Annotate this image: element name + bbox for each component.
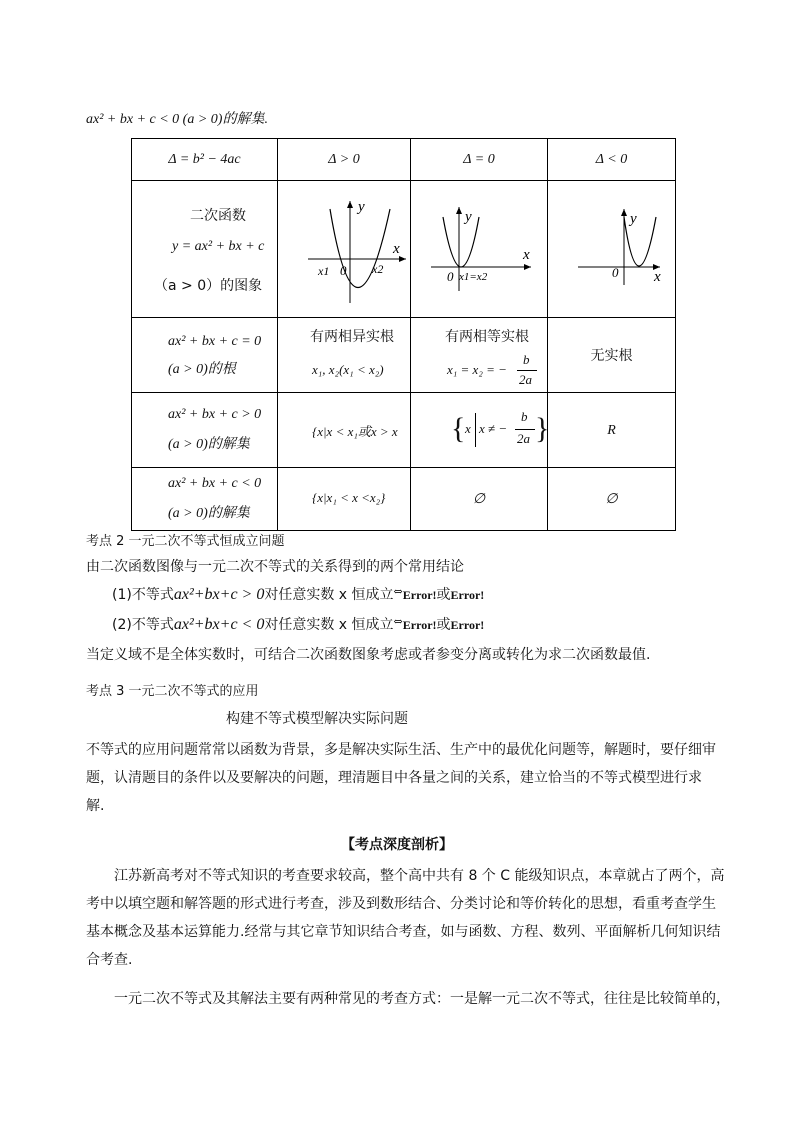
roots-label-line2: (a > 0)的根 bbox=[168, 362, 236, 377]
y-axis-label: y bbox=[630, 211, 637, 227]
analysis-line: 江苏新高考对不等式知识的考查要求较高，整个高中共有 8 个 C 能级知识点，本章就占了两个，高 bbox=[114, 868, 725, 884]
roots-lt-cell bbox=[548, 318, 676, 393]
kd2-line1: 由二次函数图像与一元二次不等式的关系得到的两个常用结论 bbox=[86, 559, 464, 575]
roots-label-cell bbox=[132, 318, 278, 393]
error-field: Error! bbox=[450, 618, 485, 632]
c1-suffix: 对任意实数 x 恒成立 bbox=[264, 587, 394, 603]
pos-label-line2: (a > 0)的解集 bbox=[168, 437, 250, 452]
pos-lt-value: R bbox=[607, 422, 616, 438]
neg-gt-set: {x|x₁ < x <x₂} bbox=[312, 490, 386, 505]
pos-label-cell bbox=[132, 393, 278, 468]
equiv-arrow: ⇔ bbox=[393, 585, 403, 598]
graph-label-cell bbox=[132, 181, 278, 318]
c1-prefix: (1)不等式 bbox=[112, 587, 174, 603]
roots-gt-cell bbox=[278, 318, 411, 393]
origin-label: 0 bbox=[612, 265, 619, 280]
x-axis-label: x bbox=[393, 241, 400, 257]
roots-gt-math: x₁, x₂(x₁ < x₂) bbox=[312, 362, 384, 377]
analysis-paragraph-2: 一元二次不等式及其解法主要有两种常见的考查方式：一是解一元二次不等式，往往是比较简单的， bbox=[114, 991, 730, 1007]
header-delta: Δ = b² − 4ac bbox=[168, 152, 241, 167]
kd3-para-line: 题，认清题目的条件以及要解决的问题，理清题目中各量之间的关系，建立恰当的不等式模型进行求 bbox=[86, 770, 702, 786]
x1-eq-x2-label: x1=x2 bbox=[459, 271, 488, 283]
left-brace: { bbox=[451, 412, 466, 445]
analysis-line: 基本概念及基本运算能力.经常与其它章节知识结合考查，如与函数、方程、数列、平面解析几何知识结 bbox=[86, 924, 721, 940]
kd2-title: 考点 2 一元二次不等式恒成立问题 bbox=[86, 534, 285, 549]
header-lt: Δ < 0 bbox=[595, 152, 628, 167]
x2-label: x2 bbox=[372, 262, 384, 276]
parabola-no-root-graph bbox=[548, 181, 675, 313]
frac-numerator: b bbox=[521, 409, 528, 424]
set-condition: x ≠ − bbox=[479, 421, 508, 436]
roots-eq-text: 有两相等实根 bbox=[445, 329, 529, 345]
error-field: Error! bbox=[402, 618, 437, 632]
neg-label-line2: (a > 0)的解集 bbox=[168, 506, 250, 521]
graph-label-line1: 二次函数 bbox=[190, 208, 246, 224]
kd2-conclusion-1 bbox=[112, 584, 484, 604]
empty-set: ∅ bbox=[472, 491, 486, 507]
set-var: x bbox=[465, 421, 471, 436]
neg-lt-cell bbox=[548, 468, 676, 531]
kd3-para-line: 解. bbox=[86, 798, 105, 814]
set-bar bbox=[475, 413, 476, 447]
analysis-line: 合考查. bbox=[86, 952, 133, 968]
header-cell bbox=[132, 139, 278, 181]
or-text: 或 bbox=[436, 617, 451, 633]
analysis-line: 考中以填空题和解答题的形式进行考查，涉及到数形结合、分类讨论和等价转化的思想，看重考查学生 bbox=[86, 896, 716, 912]
header-cell bbox=[278, 139, 411, 181]
origin-label: 0 bbox=[340, 263, 347, 278]
header-cell bbox=[411, 139, 548, 181]
pos-gt-cell bbox=[278, 393, 411, 468]
origin-label: 0 bbox=[447, 269, 454, 284]
parabola-double-root-graph bbox=[411, 181, 547, 313]
header-cell bbox=[548, 139, 676, 181]
frac-bar bbox=[515, 429, 535, 430]
x-axis-label: x bbox=[654, 269, 661, 285]
graph-cell-eq bbox=[411, 181, 548, 318]
y-axis-label: y bbox=[465, 209, 472, 225]
pos-lt-cell bbox=[548, 393, 676, 468]
error-field: Error! bbox=[402, 588, 437, 602]
empty-set: ∅ bbox=[605, 491, 618, 507]
header-gt: Δ > 0 bbox=[328, 152, 360, 167]
roots-label-line1: ax² + bx + c = 0 bbox=[168, 334, 262, 349]
neg-gt-cell bbox=[278, 468, 411, 531]
frac-denominator: 2a bbox=[519, 372, 532, 387]
pos-label-line1: ax² + bx + c > 0 bbox=[168, 407, 262, 422]
graph-cell-lt bbox=[548, 181, 676, 318]
frac-bar bbox=[517, 370, 537, 371]
frac-numerator: b bbox=[523, 352, 530, 367]
roots-lt-text: 无实根 bbox=[590, 348, 633, 364]
pos-eq-cell bbox=[411, 393, 548, 468]
kd2-line2: 当定义域不是全体实数时，可结合二次函数图象考虑或者参变分离或转化为求二次函数最值. bbox=[86, 647, 651, 663]
analysis-heading: 【考点深度剖析】 bbox=[341, 837, 453, 853]
neg-label-line1: ax² + bx + c < 0 bbox=[168, 476, 262, 491]
neg-label-cell bbox=[132, 468, 278, 531]
roots-gt-text: 有两相异实根 bbox=[310, 329, 394, 345]
x1-label: x1 bbox=[318, 264, 330, 278]
c2-prefix: (2)不等式 bbox=[112, 617, 174, 633]
graph-label-line3: （a > 0）的图象 bbox=[154, 278, 263, 294]
c1-math: ax²+bx+c > 0 bbox=[173, 586, 265, 603]
kd3-paragraph bbox=[86, 736, 716, 820]
parabola-two-roots-graph bbox=[278, 181, 410, 313]
c2-suffix: 对任意实数 x 恒成立 bbox=[264, 617, 394, 633]
graph-label-line2: y = ax² + bx + c bbox=[172, 239, 265, 254]
frac-denominator: 2a bbox=[517, 431, 530, 446]
roots-eq-math: x₁ = x₂ = − bbox=[447, 362, 507, 377]
kd3-subtitle: 构建不等式模型解决实际问题 bbox=[226, 711, 408, 727]
neg-eq-cell bbox=[411, 468, 548, 531]
header-eq: Δ = 0 bbox=[463, 152, 495, 167]
error-field: Error! bbox=[450, 588, 485, 602]
equiv-arrow: ⇔ bbox=[393, 615, 403, 628]
or-text: 或 bbox=[436, 587, 451, 603]
c2-math: ax²+bx+c < 0 bbox=[173, 616, 265, 633]
roots-eq-cell bbox=[411, 318, 548, 393]
kd2-conclusion-2 bbox=[112, 614, 484, 634]
right-brace: } bbox=[535, 412, 550, 445]
kd3-title: 考点 3 一元二次不等式的应用 bbox=[86, 684, 259, 699]
intro-line: ax² + bx + c < 0 (a > 0)的解集. bbox=[86, 112, 268, 127]
graph-cell-gt bbox=[278, 181, 411, 318]
quadratic-table bbox=[131, 138, 676, 531]
kd3-para-line: 不等式的应用问题常常以函数为背景，多是解决实际生活、生产中的最优化问题等，解题时，要仔细审 bbox=[86, 742, 716, 758]
x-axis-label: x bbox=[523, 247, 530, 263]
analysis-paragraph-1 bbox=[86, 862, 724, 974]
pos-gt-set: {x|x < x₁或x > x bbox=[312, 424, 398, 439]
y-axis-label: y bbox=[358, 199, 365, 215]
